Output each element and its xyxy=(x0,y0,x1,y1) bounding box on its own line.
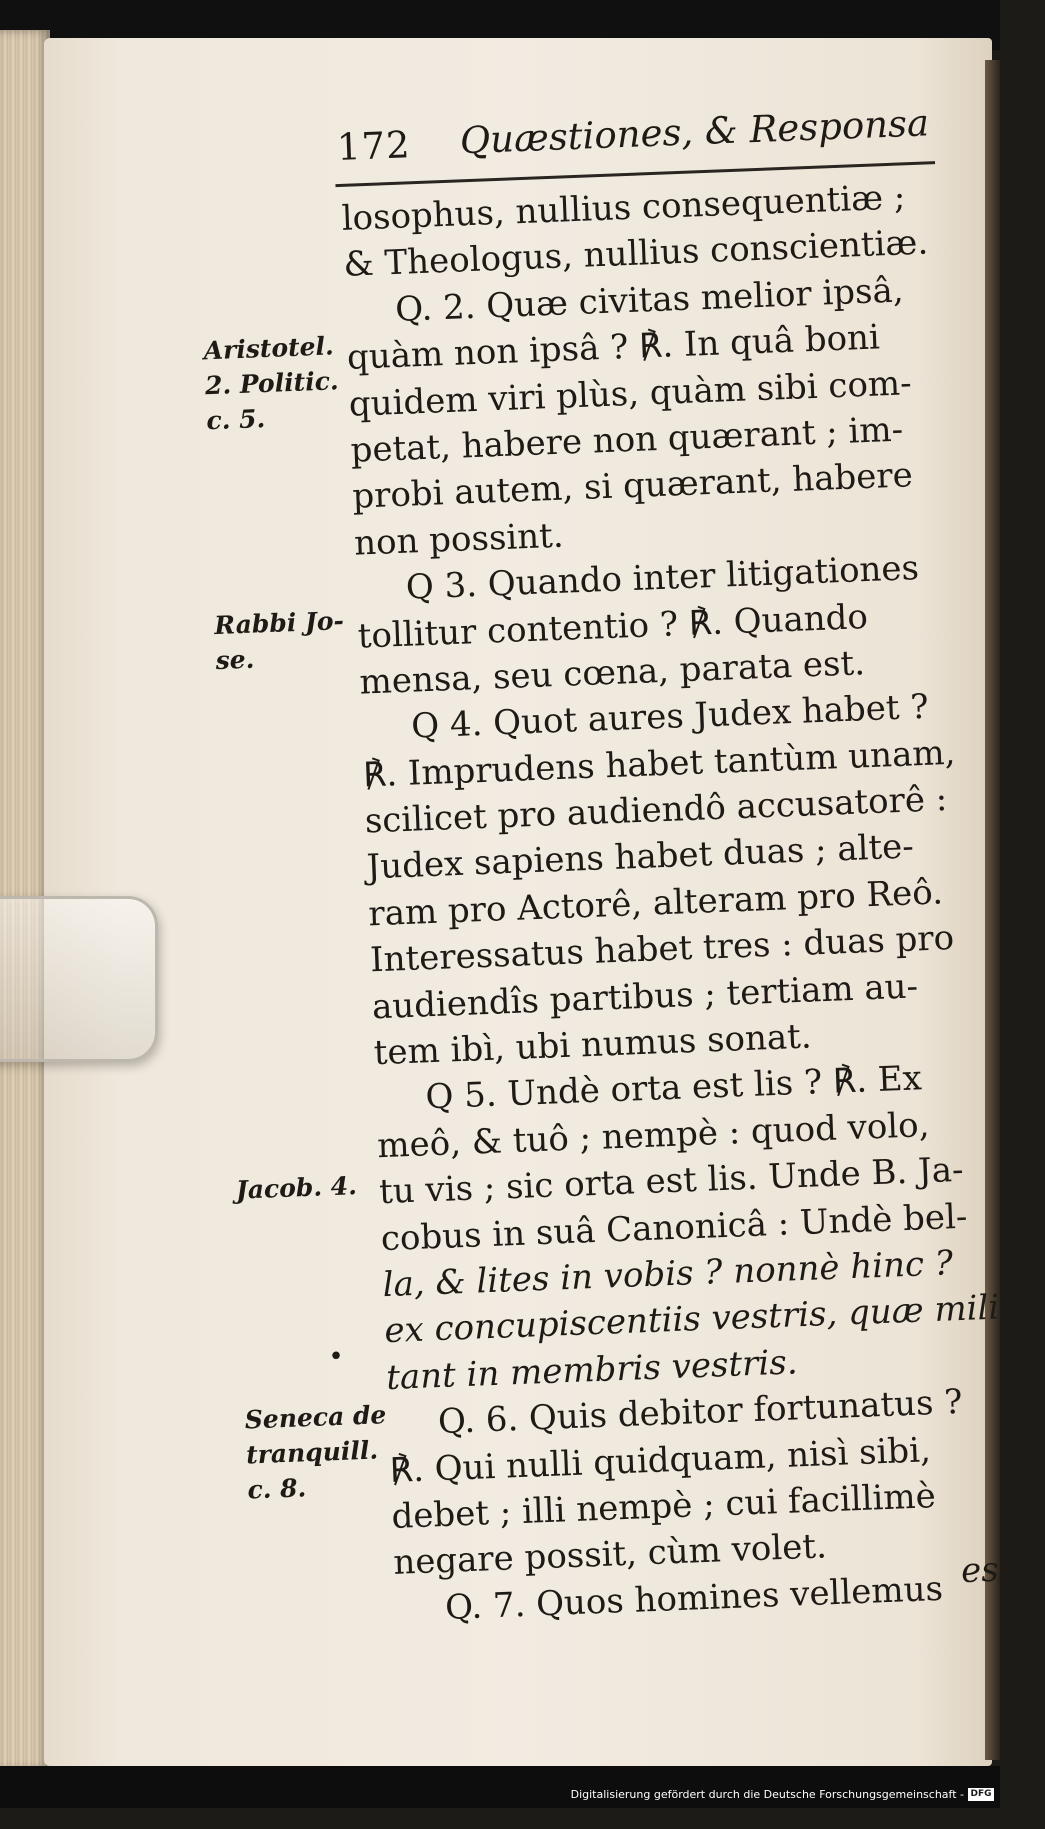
catchword: esse xyxy=(960,1548,1037,1592)
text-line: petat, habere non quærant ; im- xyxy=(349,409,904,471)
text-line: debet ; illi nempè ; cui facillimè xyxy=(390,1476,937,1537)
margin-note-line: Aristotel. xyxy=(203,331,335,366)
text-line: ex concupiscentiis vestris, quæ mili- xyxy=(383,1287,1012,1352)
text-line: la, & lites in vobis ? nonnè hinc ? xyxy=(381,1243,954,1306)
margin-bullet: • xyxy=(327,1341,345,1373)
margin-note-rabbi xyxy=(214,603,346,678)
margin-note-line: se. xyxy=(215,644,255,676)
running-head: Quæstiones, & Responsa xyxy=(459,101,930,163)
margin-note-line: c. 8. xyxy=(246,1473,307,1505)
text-line: Q 3. Quando inter litigationes xyxy=(405,548,920,608)
digitization-credit: Digitalisierung gefördert durch die Deutsche Forschungsgemeinschaft - xyxy=(570,1788,964,1801)
text-line: Judex sapiens habet duas ; alte- xyxy=(365,826,915,888)
text-line: & Theologus, nullius conscientiæ. xyxy=(342,222,929,286)
margin-note-line: Seneca de xyxy=(244,1400,387,1435)
text-line: quàm non ipsâ ? ℟. In quâ boni xyxy=(346,317,881,378)
text-line: tant in membris vestris. xyxy=(385,1342,799,1398)
text-line: non possint. xyxy=(353,515,565,564)
text-line: losophus, nullius consequentiæ ; xyxy=(340,177,906,239)
margin-note-line: Rabbi Jo- xyxy=(213,606,345,641)
text-line: Q. 7. Quos homines vellemus xyxy=(444,1568,944,1628)
text-line: Q 4. Quot aures Judex habet ? xyxy=(410,687,930,747)
margin-note-line: tranquill. xyxy=(245,1435,379,1470)
text-line: quidem viri plùs, quàm sibi com- xyxy=(348,362,913,425)
text-line: tollitur contentio ? ℟. Quando xyxy=(357,596,869,657)
text-line: cobus in suâ Canonicâ : Undè bel- xyxy=(380,1196,969,1259)
text-line: ℟. Imprudens habet tantùm unam, xyxy=(362,732,957,796)
margin-note-line: c. 5. xyxy=(205,404,266,436)
text-line: tu vis ; sic orta est lis. Unde B. Ja- xyxy=(378,1149,965,1213)
text-line: tem ibì, ubi numus sonat. xyxy=(373,1016,813,1074)
scan-bottom-border xyxy=(0,1766,1000,1808)
text-line: meô, & tuô ; nempè : quod volo, xyxy=(376,1104,931,1167)
text-line: audiendîs partibus ; tertiam au- xyxy=(371,966,919,1027)
dfg-logo: DFG xyxy=(968,1788,994,1801)
text-line: Q. 2. Quæ civitas melior ipsâ, xyxy=(394,270,905,330)
text-line: Q. 6. Quis debitor fortunatus ? xyxy=(437,1382,964,1443)
page-number: 172 xyxy=(336,123,412,170)
margin-note-line: Jacob. 4. xyxy=(235,1171,358,1205)
margin-note-jacob xyxy=(235,1168,357,1208)
text-line: probi autem, si quærant, habere xyxy=(351,455,914,518)
margin-note-seneca xyxy=(244,1397,389,1507)
text-line: ℟. Qui nulli quidquam, nisì sibi, xyxy=(389,1429,932,1491)
text-line: scilicet pro audiendô accusatorê : xyxy=(364,779,948,842)
body-text xyxy=(341,172,1016,1633)
text-line: negare possit, cùm volet. xyxy=(392,1526,828,1584)
margin-note-line: 2. Politic. xyxy=(204,366,340,401)
text-line: Interessatus habet tres : duas pro xyxy=(369,918,955,981)
text-line: mensa, seu cœna, parata est. xyxy=(358,643,866,703)
text-line: Q 5. Undè orta est lis ? ℟. Ex xyxy=(424,1058,923,1118)
margin-note-aristotle xyxy=(203,328,341,438)
text-line: ram pro Actorê, alteram pro Reô. xyxy=(367,872,944,935)
